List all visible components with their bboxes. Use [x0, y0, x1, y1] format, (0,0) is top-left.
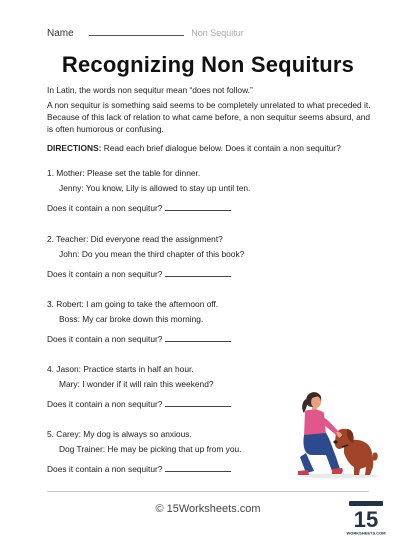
question-3-prompt: [47, 333, 377, 345]
answer-blank: [165, 398, 231, 407]
question-2-line-1: 2. Teacher: Did everyone read the assignment?: [47, 234, 223, 244]
question-1-line-1: 1. Mother: Please set the table for dinner.: [47, 168, 201, 178]
question-3-line-2: Boss: My car broke down this morning.: [59, 314, 204, 324]
question-5-line-2: Dog Trainer: He may be picking that up from you.: [59, 444, 242, 454]
woman-petting-dog-illustration: [296, 383, 380, 479]
name-label: Name: [47, 28, 74, 39]
woman-icon: [298, 392, 343, 475]
answer-blank: [165, 202, 231, 211]
question-2-prompt: [47, 268, 377, 280]
prompt-text: Does it contain a non sequitur?: [47, 464, 163, 474]
question-2: [47, 233, 377, 280]
directions-text: Read each brief dialogue below. Does it contain a non sequitur?: [101, 143, 341, 153]
question-3-line-1: 3. Robert: I am going to take the afternoon off.: [47, 299, 219, 309]
question-4-line-1: 4. Jason: Practice starts in half an hour.: [47, 364, 194, 374]
prompt-text: Does it contain a non sequitur?: [47, 269, 163, 279]
page-title: Recognizing Non Sequiturs: [61, 52, 355, 77]
directions-label: DIRECTIONS:: [47, 143, 102, 153]
question-1-line-2: Jenny: You know, Lily is allowed to stay up until ten.: [59, 183, 251, 193]
answer-blank: [165, 268, 231, 277]
worksheets-logo: [346, 500, 386, 536]
answer-blank: [165, 333, 231, 342]
footer-copyright: © 15Worksheets.com: [155, 503, 261, 515]
worksheet-topic: Non Sequitur: [191, 28, 244, 38]
prompt-text: Does it contain a non sequitur?: [47, 203, 163, 213]
question-3: [47, 298, 377, 345]
intro-paragraph-2: A non sequitur is something said seems to be completely unrelated to what preceded it. Because of this lack of relation to what came before, a non sequitur seems absurd, and is often humorous or confusing.: [47, 100, 371, 134]
footer-divider: [47, 491, 369, 492]
intro-paragraph-1: In Latin, the words non sequitur mean “does not follow.”: [47, 85, 253, 95]
question-4-line-2: Mary: I wonder if it will rain this weekend?: [59, 379, 214, 389]
header: [47, 26, 244, 39]
question-2-line-2: John: Do you mean the third chapter of this book?: [59, 249, 245, 259]
question-5-line-1: 5. Carey: My dog is always so anxious.: [47, 429, 192, 439]
prompt-text: Does it contain a non sequitur?: [47, 399, 163, 409]
name-field-line: [89, 26, 184, 36]
logo-number: 15: [353, 507, 379, 532]
logo-word: WORKSHEETS.COM: [346, 530, 386, 536]
question-1: [47, 167, 377, 214]
prompt-text: Does it contain a non sequitur?: [47, 334, 163, 344]
answer-blank: [165, 463, 231, 472]
question-1-prompt: [47, 202, 377, 214]
directions: [47, 142, 377, 154]
